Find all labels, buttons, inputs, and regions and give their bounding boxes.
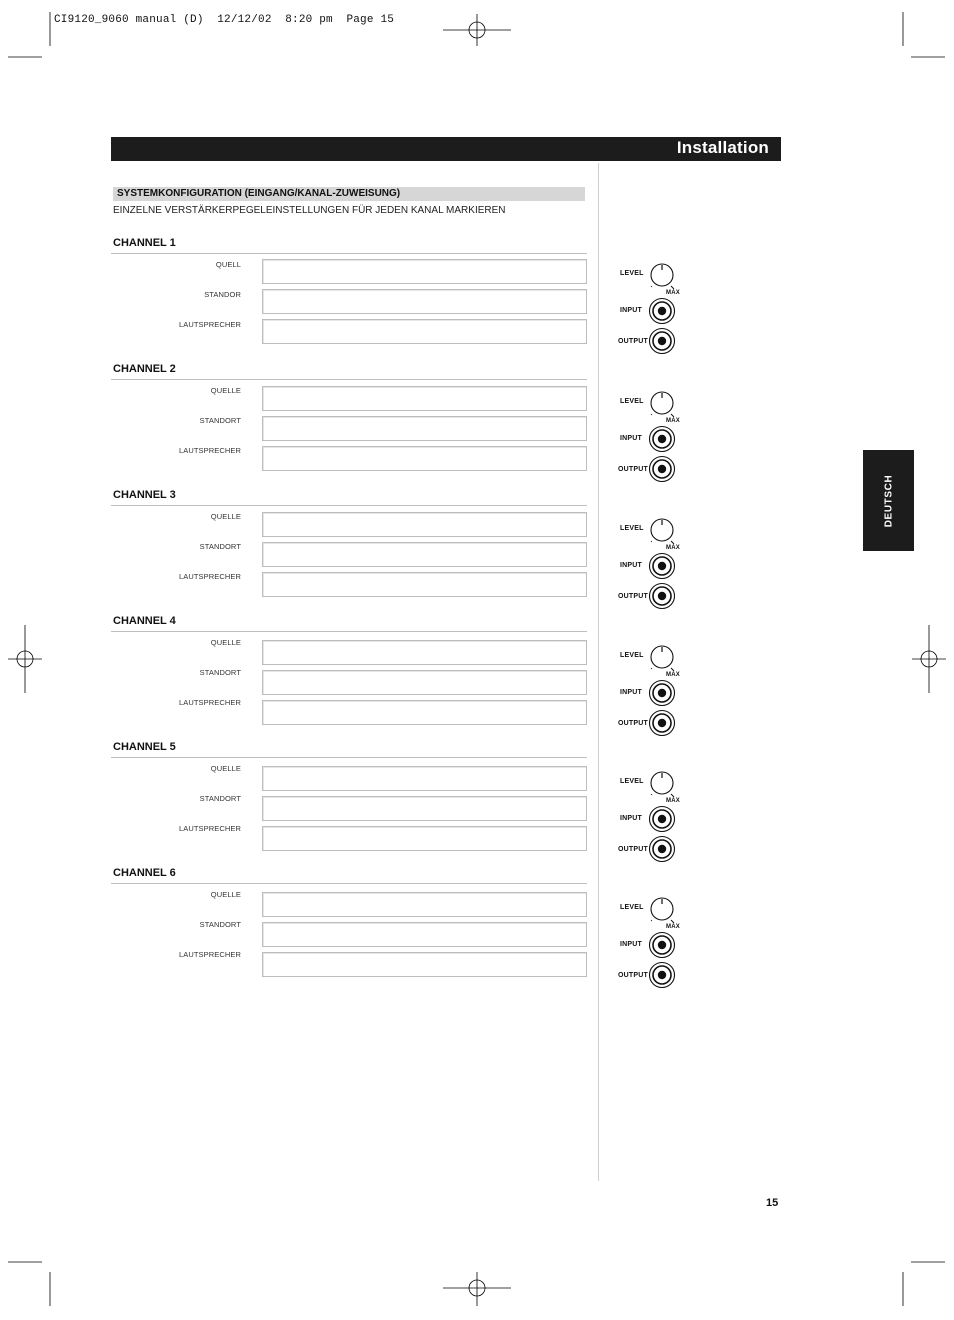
max-label: MAX bbox=[666, 924, 680, 930]
max-label: MAX bbox=[666, 672, 680, 678]
input-jack-icon bbox=[648, 931, 676, 959]
channel-rule bbox=[111, 379, 587, 380]
channel-title: CHANNEL 2 bbox=[113, 363, 176, 375]
output-jack-icon bbox=[648, 961, 676, 989]
source-label: QUELLE bbox=[210, 386, 241, 395]
max-label: MAX bbox=[666, 290, 680, 296]
level-label: LEVEL bbox=[620, 525, 644, 532]
section-heading bbox=[113, 187, 585, 201]
location-field[interactable] bbox=[262, 416, 587, 441]
level-label: LEVEL bbox=[620, 652, 644, 659]
source-label: QUELLE bbox=[210, 890, 241, 899]
location-label: STANDORT bbox=[199, 920, 241, 929]
input-jack-icon bbox=[648, 805, 676, 833]
speaker-label: LAUTSPRECHER bbox=[178, 320, 241, 329]
channel-5-controls bbox=[612, 770, 692, 860]
channel-title: CHANNEL 4 bbox=[113, 615, 176, 627]
input-label: INPUT bbox=[620, 307, 642, 314]
channel-6-section bbox=[111, 867, 587, 987]
location-field[interactable] bbox=[262, 670, 587, 695]
speaker-field[interactable] bbox=[262, 446, 587, 471]
page-title: Installation bbox=[676, 138, 769, 157]
max-label: MAX bbox=[666, 418, 680, 424]
source-field[interactable] bbox=[262, 259, 587, 284]
level-label: LEVEL bbox=[620, 778, 644, 785]
location-field[interactable] bbox=[262, 542, 587, 567]
input-label: INPUT bbox=[620, 435, 642, 442]
source-field[interactable] bbox=[262, 386, 587, 411]
section-heading-text: SYSTEMKONFIGURATION (EINGANG/KANAL-ZUWEISUNG) bbox=[117, 188, 401, 199]
location-field[interactable] bbox=[262, 922, 587, 947]
source-field[interactable] bbox=[262, 892, 587, 917]
location-label: STANDORT bbox=[199, 794, 241, 803]
source-label: QUELLE bbox=[210, 512, 241, 521]
input-jack-icon bbox=[648, 552, 676, 580]
header-bar bbox=[111, 137, 781, 161]
speaker-field[interactable] bbox=[262, 952, 587, 977]
speaker-label: LAUTSPRECHER bbox=[178, 572, 241, 581]
source-label: QUELLE bbox=[210, 638, 241, 647]
speaker-label: LAUTSPRECHER bbox=[178, 950, 241, 959]
location-field[interactable] bbox=[262, 796, 587, 821]
speaker-label: LAUTSPRECHER bbox=[178, 698, 241, 707]
speaker-field[interactable] bbox=[262, 700, 587, 725]
channel-title: CHANNEL 6 bbox=[113, 867, 176, 879]
output-label: OUTPUT bbox=[618, 466, 648, 473]
source-field[interactable] bbox=[262, 512, 587, 537]
channel-4-controls bbox=[612, 644, 692, 734]
input-label: INPUT bbox=[620, 562, 642, 569]
output-jack-icon bbox=[648, 582, 676, 610]
channel-6-controls bbox=[612, 896, 692, 986]
channel-title: CHANNEL 5 bbox=[113, 741, 176, 753]
page-number: 15 bbox=[766, 1197, 779, 1209]
channel-title: CHANNEL 1 bbox=[113, 237, 176, 249]
column-divider bbox=[598, 163, 599, 1181]
output-label: OUTPUT bbox=[618, 720, 648, 727]
output-label: OUTPUT bbox=[618, 972, 648, 979]
output-jack-icon bbox=[648, 327, 676, 355]
location-label: STANDOR bbox=[204, 290, 241, 299]
level-label: LEVEL bbox=[620, 398, 644, 405]
channel-rule bbox=[111, 757, 587, 758]
channel-4-section bbox=[111, 615, 587, 735]
speaker-label: LAUTSPRECHER bbox=[178, 446, 241, 455]
input-label: INPUT bbox=[620, 689, 642, 696]
max-label: MAX bbox=[666, 798, 680, 804]
location-label: STANDORT bbox=[199, 416, 241, 425]
output-label: OUTPUT bbox=[618, 338, 648, 345]
language-tab bbox=[863, 450, 914, 551]
level-label: LEVEL bbox=[620, 904, 644, 911]
speaker-field[interactable] bbox=[262, 319, 587, 344]
input-label: INPUT bbox=[620, 815, 642, 822]
channel-3-section bbox=[111, 489, 587, 609]
channel-1-controls bbox=[612, 262, 692, 352]
channel-3-controls bbox=[612, 517, 692, 607]
output-label: OUTPUT bbox=[618, 593, 648, 600]
location-label: STANDORT bbox=[199, 542, 241, 551]
channel-rule bbox=[111, 505, 587, 506]
source-label: QUELLE bbox=[210, 764, 241, 773]
channel-5-section bbox=[111, 741, 587, 861]
source-field[interactable] bbox=[262, 766, 587, 791]
channel-2-section bbox=[111, 363, 587, 483]
location-field[interactable] bbox=[262, 289, 587, 314]
source-label: QUELL bbox=[215, 260, 241, 269]
channel-1-section bbox=[111, 237, 587, 357]
input-label: INPUT bbox=[620, 941, 642, 948]
section-subtitle: EINZELNE VERSTÄRKERPEGELEINSTELLUNGEN FÜR JEDEN KANAL MARKIEREN bbox=[113, 205, 506, 216]
input-jack-icon bbox=[648, 679, 676, 707]
output-jack-icon bbox=[648, 835, 676, 863]
input-jack-icon bbox=[648, 425, 676, 453]
channel-2-controls bbox=[612, 390, 692, 480]
level-label: LEVEL bbox=[620, 270, 644, 277]
language-tab-label: DEUTSCH bbox=[883, 474, 894, 527]
output-label: OUTPUT bbox=[618, 846, 648, 853]
location-label: STANDORT bbox=[199, 668, 241, 677]
output-jack-icon bbox=[648, 455, 676, 483]
channel-title: CHANNEL 3 bbox=[113, 489, 176, 501]
source-field[interactable] bbox=[262, 640, 587, 665]
speaker-field[interactable] bbox=[262, 826, 587, 851]
speaker-field[interactable] bbox=[262, 572, 587, 597]
channel-rule bbox=[111, 631, 587, 632]
output-jack-icon bbox=[648, 709, 676, 737]
speaker-label: LAUTSPRECHER bbox=[178, 824, 241, 833]
input-jack-icon bbox=[648, 297, 676, 325]
channel-rule bbox=[111, 883, 587, 884]
printer-slug-line: CI9120_9060 manual (D) 12/12/02 8:20 pm Page 15 bbox=[54, 14, 395, 26]
max-label: MAX bbox=[666, 545, 680, 551]
channel-rule bbox=[111, 253, 587, 254]
